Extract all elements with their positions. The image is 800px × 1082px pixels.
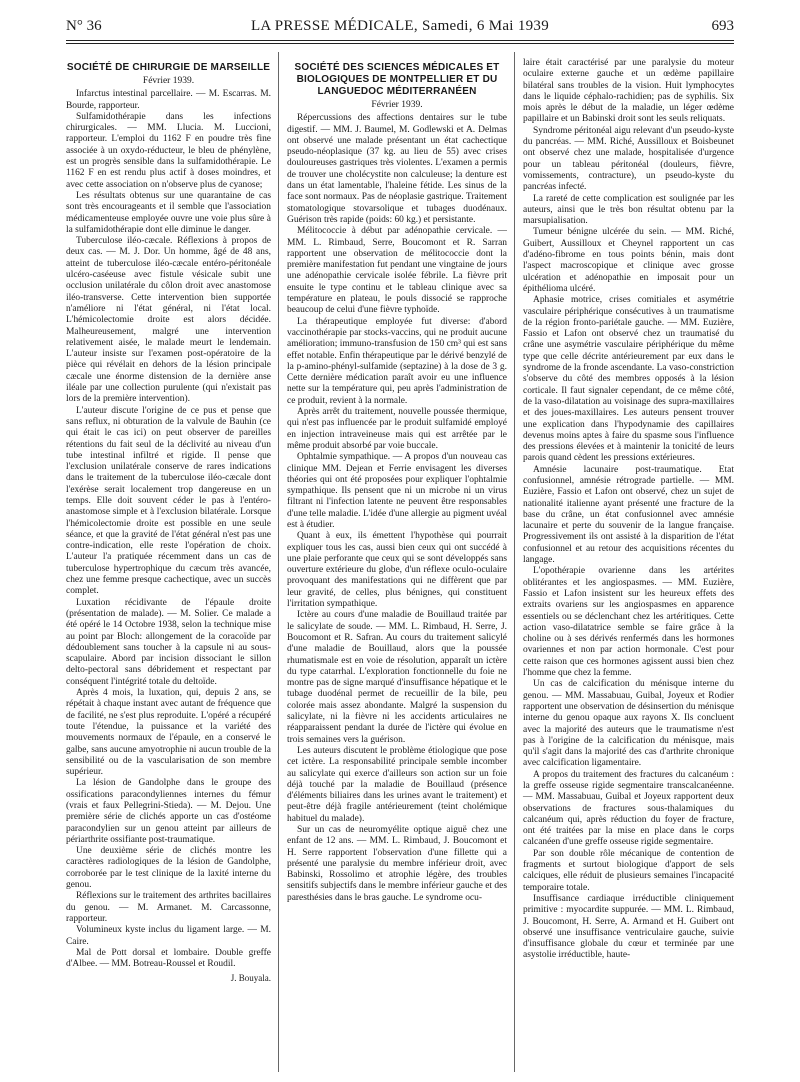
journal-title: LA PRESSE MÉDICALE, Samedi, 6 Mai 1939 — [250, 18, 550, 34]
paragraph: Volumineux kyste inclus du ligament large. — M. Caire. — [66, 925, 271, 947]
paragraph: La rareté de cette complication est soulignée par les auteurs, ainsi que le très bon résultat obtenu par la marsupialisation. — [523, 193, 734, 227]
paragraph: Une deuxième série de clichés montre les caractères radiologiques de la lésion de Gandolphe, corroborée par le test clinique de la laxité interne du genou. — [66, 846, 271, 891]
paragraph: Après arrêt du traitement, nouvelle poussée thermique, qui n'est pas influencée par le produit sulfamidé employé en injection intraveineuse mais qui est arrêtée par le même produit absorbé par voie buccale. — [287, 407, 507, 451]
paragraph: Par son double rôle mécanique de contention de fragments et surtout biologique d'apport de sels calciques, elle réduit de plusieurs semaines l'incapacité temporaire totale. — [523, 848, 734, 893]
paragraph: Réflexions sur le traitement des arthrites bacillaires du genou. — M. Armanet. M. Carcassonne, rapporteur. — [66, 891, 271, 924]
column-divider-1 — [278, 52, 279, 1072]
session-date: Février 1939. — [371, 100, 423, 110]
column-2 — [287, 58, 507, 904]
column-divider-2 — [514, 52, 515, 1072]
paragraph: Ictère au cours d'une maladie de Bouillaud traitée par le salicylate de soude. — MM. L. Rimbaud, H. Serre, J. Boucomont et R. Safran. Au cours du traitement salicylé d'une maladie de Bouillaud, alors que la poussée rhumatismale est en voie de résolution, apparaît un ictère du type catarrhal. L'exploration fonctionnelle du foie ne montre pas de signe marqué d'insuffisance hépatique et le tubage duodénal permet de recueillir de la bile, peu colorée mais assez abondante. Malgré la suspension du salicylate, ni la fièvre ni les accidents articulaires ne réapparaissent pendant la durée de l'ictère qui évolue en trois semaines vers la guérison. — [287, 610, 507, 745]
paragraph: Quant à eux, ils émettent l'hypothèse qui pourrait expliquer tous les cas, aussi bien ceux qui ont succédé à une plaie perforante que ceux qui se sont développés sans ouverture extérieure du globe, d'un réflexe oculo-oculaire provoquant des manifestations qui ne diffèrent que par leur gravité, de celles, plus bénignes, qui constituent l'irritation sympathique. — [287, 531, 507, 610]
page-header — [66, 14, 734, 38]
society-heading: SOCIÉTÉ DE CHIRURGIE DE MARSEILLE — [66, 62, 271, 73]
page-number: 693 — [711, 18, 734, 34]
paragraph: L'opothérapie ovarienne dans les artérites oblitérantes et les angiospasmes. — MM. Euzière, Fassio et Lafon insistent sur les heureux effets des extraits ovariens sur les angiospasmes en apparence essentiels ou se déclenchant chez les artéritiques. Cette action vaso-dilatatrice semble se faire grâce à la choline ou à ses dérivés renfermés dans les hormones ovariennes et non par action hormonale. C'est pour cette raison que ces hormones agissent aussi bien chez l'homme que chez la femme. — [523, 566, 734, 679]
paragraph: Aphasie motrice, crises comitiales et asymétrie vasculaire périphérique consécutives à un traumatisme de la région fronto-pariétale gauche. — MM. Euzière, Fassio et Lafon ont observé chez un traumatisé du crâne une asymétrie vasculaire périphérique du même type que celle décrite antérieurement par eux dans le syndrome de la fronde ascendante. La vaso-constriction s'observe du côté des membres opposés à la lésion corticale. Il faut signaler cependant, de ce même côté, de la vaso-dilatation au voisinage des supra-maxillaires et des joues-maxillaires. Les auteurs pensent trouver une explication dans l'hypodynamie des capillaires devenus moins aptes à faire du spasme sous l'influence des pressions élevées et à maintenir la tonicité de leurs parois quand cèdent les pressions extérieures. — [523, 295, 734, 464]
author-signature: J. Bouyala. — [230, 973, 271, 984]
paragraph: Les résultats obtenus sur une quarantaine de cas sont très encourageants et il semble que l'association médicamenteuse employée ouvre une voie plus sûre à la sulfamidothérapie dont elle diminue le danger. — [66, 190, 271, 235]
society-heading: SOCIÉTÉ DES SCIENCES MÉDICALES ET BIOLOGIQUES DE MONTPELLIER ET DU LANGUEDOC MÉDITERRANÉEN — [294, 62, 500, 97]
paragraph: laire était caractérisé par une paralysie du moteur oculaire externe gauche et un œdème papillaire bilatéral sans troubles de la vision. Huit lymphocytes dans le liquide céphalo-rachidien; pas de syphilis. Six mois après le début de la maladie, un léger œdème papillaire et un Babinski droit sont les seuls reliquats. — [523, 58, 734, 125]
column-3 — [523, 58, 734, 962]
paragraph: Sulfamidothérapie dans les infections chirurgicales. — MM. Llucia. M. Luccioni, rapporteur. L'emploi du 1162 F en poudre très fine associée à un oxydo-réducteur, le bleu de phénylène, est un progrès sensible dans la sulfamidothérapie. Le 1162 F en est rendu plus actif à doses moindres, et avec cette association on n'observe plus de cyanose; — [66, 111, 271, 190]
session-date: Février 1939. — [142, 76, 195, 86]
paragraph: Après 4 mois, la luxation, qui, depuis 2 ans, se répétait à chaque instant avec autant de fréquence que de facilité, ne s'est plus reproduite. L'opéré a récupéré toute l'étendue, la puissance et la variété des mouvements normaux de l'épaule, en a conservé le galbe, sans aucune amyotrophie ni aucun trouble de la sensibilité ou de la vascularisation de son membre supérieur. — [66, 688, 271, 778]
paragraph: Sur un cas de neuromyélite optique aiguë chez une enfant de 12 ans. — MM. L. Rimbaud, J. Boucomont et H. Serre rapportent l'observation d'une fillette qui a présenté une paralysie du membre inférieur droit, avec Babinski, Rossolimo et atrophie légère, des troubles sensitifs subjectifs dans le membre inférieur gauche et des paresthésies dans le bras gauche. Le syndrome ocu- — [287, 825, 507, 903]
issue-number: N° 36 — [66, 18, 102, 34]
header-rule — [66, 40, 734, 41]
paragraph: Luxation récidivante de l'épaule droite (présentation de malade). — M. Solier. Ce malade a été opéré le 14 Octobre 1938, selon la technique mise au point par Bloch: allongement de la coracoïde par dédoublement sans toucher à la capsule ni au sous-scapulaire. Abord par incision dissociant le sillon delto-pectoral sans débridement et respectant par conséquent l'intégrité totale du deltoïde. — [66, 597, 271, 687]
paragraph: Un cas de calcification du ménisque interne du genou. — MM. Massabuau, Guibal, Joyeux et Rodier rapportent une observation de désinsertion du ménisque interne du genou opaque aux rayons X. Ils concluent avec la majorité des auteurs que le traumatisme n'est pas à l'origine de la calcification du ménisque, mais qu'il s'agit dans la majorité des cas d'arthrite chronique avec calcification ligamentaire. — [523, 679, 734, 769]
paragraph: Mal de Pott dorsal et lombaire. Double greffe d'Albee. — MM. Botreau-Roussel et Roudil. — [66, 947, 271, 970]
paragraph: Mélitococcie à début par adénopathie cervicale. — MM. L. Rimbaud, Serre, Boucomont et R. Sarran rapportent une observation de mélitococcie dont la première manifestation fut pendant une vingtaine de jours une adénopathie cervicale isolée fébrile. La fièvre prit ensuite le type continu et le tableau clinique avec sa température en plateau, le pouls dissocié se rapproche beaucoup de celui d'une fièvre typhoïde. — [287, 226, 507, 316]
paragraph: Tuberculose iléo-cæcale. Réflexions à propos de deux cas. — M. J. Dor. Un homme, âgé de 48 ans, atteint de tuberculose iléo-cæcale entéro-péritonéale ulcéro-caséeuse avec fistule vésicale subit une occlusion unilatérale du côlon droit avec anastomose iléo-transverse. Cette intervention bien supportée n'améliore ni l'état général, ni l'état local. L'hémicolectomie droite est alors décidée. Malheureusement, malgré une intervention relativement aisée, le malade meurt le lendemain. L'auteur insiste sur l'examen post-opératoire de la pièce qui révélait en dehors de la lésion principale cæcale une énorme distension de la dernière anse iléale par une collection purulente (qui n'existait pas lors de la première intervention). — [66, 236, 271, 405]
paragraph: A propos du traitement des fractures du calcanéum : la greffe osseuse rigide segmentaire transcalcanéenne. — MM. Massabuau, Guibal et Joyeux rapportent deux observations de fractures sous-thalamiques du calcanéum qui, après réduction du foyer de fracture, ont été traitées par la mise en place dans le corps calcanéen d'une greffe osseuse rigide segmentaire. — [523, 769, 734, 848]
paragraph: Infarctus intestinal parcellaire. — M. Escarras. M. Bourde, rapporteur. — [66, 89, 271, 111]
header-rule-double — [66, 43, 734, 44]
paragraph: Les auteurs discutent le problème étiologique que pose cet ictère. La responsabilité principale semble incomber au salicylate qui exerce d'ailleurs son action sur un foie déjà touché par la maladie de Bouillaud (présence d'éléments biliaires dans les urines avant le traitement) et peut-être déjà fragile antérieurement (teint cholémique habituel du malade). — [287, 745, 507, 824]
paragraph: Insuffisance cardiaque irréductible cliniquement primitive : myocardite suppurée. — MM. L. Rimbaud, J. Boucomont, H. Serre, A. Armand et H. Guibert ont observé une insuffisance ventriculaire gauche, suivie d'insuffisance globale du cœur et terminée par une asystolie irréductible, haute- — [523, 893, 734, 961]
paragraph: Amnésie lacunaire post-traumatique. Etat confusionnel, amnésie rétrograde partielle. — MM. Euzière, Fassio et Lafon ont observé, chez un sujet de nationalité italienne ayant présenté une fracture de la base du crâne, un état confusionnel avec amnésie lacunaire et perte du souvenir de la langue française. Progressivement ils ont assisté à la disparition de l'état confusionnel et au retour des acquisitions récentes du langage. — [523, 464, 734, 566]
paragraph: L'auteur discute l'origine de ce pus et pense que sans reflux, ni obturation de la valvule de Bauhin (ce qui était le cas ici) on peut observer de pareilles rétentions du fait seul de la déclivité au niveau d'un tube intestinal infiltré et rigide. Il pense que l'exclusion unilatérale conserve de rares indications dans le traitement de la tuberculose iléo-cæcale dont l'exérèse serait localement trop dangereuse en un temps. Elle doit souvent céder le pas à l'entéro-anastomose simple et à l'exclusion bilatérale. Lorsque l'hémicolectomie droite est possible en une seule séance, et que la gravité de l'état général n'est pas une contre-indication, elle reste l'opération de choix. L'auteur l'a pratiquée récemment dans un cas de tuberculose hypertrophique du cæcum très avancée, chez une femme presque cachectique, avec un succès complet. — [66, 405, 271, 597]
paragraph: Répercussions des affections dentaires sur le tube digestif. — MM. J. Baumel, M. Godlewski et A. Delmas ont observé une malade présentant un état cachectique pseudo-néoplasique (37 kg. au lieu de 55) avec crises douloureuses gastriques très violentes. L'examen a permis de trouver une cholécystite non calculeuse; la denture est dans un état lamentable, l'haleine fétide. Les sinus de la face sont normaux. Pas de néoplasie gastrique. Traitement stomatologique stovarsolique et tubages duodénaux. Guérison très rapide (poids: 60 kg.) et persistante. — [287, 113, 507, 225]
paragraph: Tumeur bénigne ulcérée du sein. — MM. Riché, Guibert, Aussilloux et Cheynel rapportent un cas d'adéno-fibrome en tous points bénin, mais dont l'aspect macroscopique et clinique avec grosse ulcération et adénopathie en imposait pour un épithélioma ulcéré. — [523, 227, 734, 294]
paragraph: Ophtalmie sympathique. — A propos d'un nouveau cas clinique MM. Dejean et Ferrie envisagent les diverses théories qui ont été proposées pour expliquer l'ophtalmie sympathique. Ils pensent que ni un microbe ni un virus filtrant ni l'infection latente ne peuvent être responsables d'une telle maladie. L'idée d'une allergie au pigment uvéal est à étudier. — [287, 452, 507, 530]
column-1 — [66, 58, 271, 985]
paragraph: Syndrome péritonéal aigu relevant d'un pseudo-kyste du pancréas. — MM. Riché, Aussilloux et Boisbeunet ont observé chez une malade, hospitalisée d'urgence pour un tableau péritonéal (douleurs, fièvre, vomissements, contracture), un pseudo-kyste du pancréas infecté. — [523, 125, 734, 193]
paragraph: La lésion de Gandolphe dans le groupe des ossifications paracondyliennes internes du fémur (vrais et faux Pellegrini-Stieda). — M. Dejou. Une première série de clichés apporte un cas d'ostéome paracondylien sur un genou atteint par ailleurs de périarthrite ossifiante post-traumatique. — [66, 778, 271, 845]
paragraph: La thérapeutique employée fut diverse: d'abord vaccinothérapie par stocks-vaccins, qui ne produit aucune amélioration; immuno-transfusion de 150 cm³ qui est sans effet notable. Enfin thérapeutique par le dérivé benzylé de la p-amino-phényl-sulfamide (septazine) à la dose de 3 g. Cette dernière médication paraît avoir eu une influence nette sur la température qui, peu après l'administration de ce produit, revient à la normale. — [287, 316, 507, 406]
